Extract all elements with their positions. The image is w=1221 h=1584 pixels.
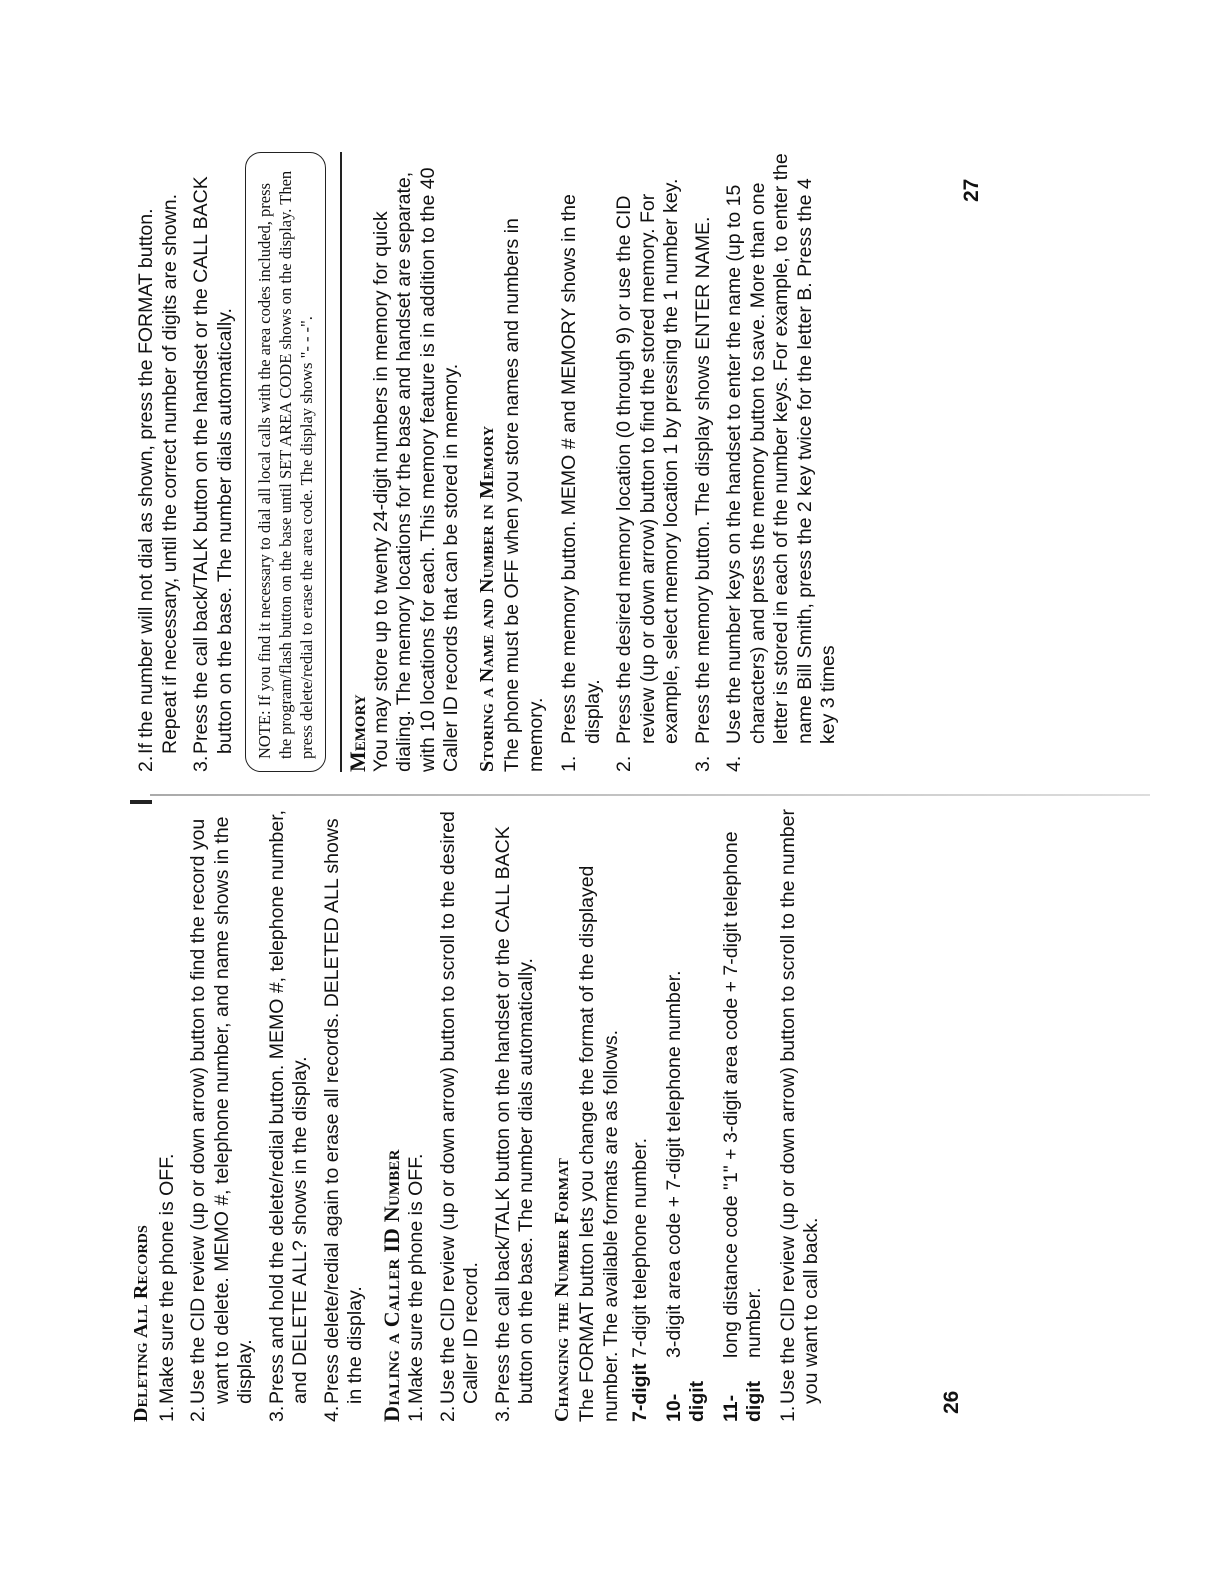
item-number: 2.: [436, 1405, 459, 1422]
gutter-mark: [130, 800, 152, 804]
format-text: 7-digit telephone number.: [629, 1137, 651, 1358]
item-text: Press and hold the delete/redial button. MEMO #, telephone number, and DELETE ALL? shows in the display.: [265, 809, 311, 1404]
item-text: Use the CID review (up or down arrow) button to find the record you want to delete. MEMO #, telephone number, and name shows in the display.: [187, 816, 256, 1404]
item-number: 3.: [691, 755, 714, 772]
list-item: [437, 802, 484, 1422]
memory-intro: You may store up to twenty 24-digit numbers in memory for quick dialing. The memory locations for the base and handset are separate, with 10 locations for each. This memory feature is in addition to the 40 Caller ID records that can be stored in memory.: [369, 167, 462, 772]
item-number: 4.: [320, 1405, 343, 1422]
item-text: Press delete/redial again to erase all records. DELETED ALL shows in the display.: [320, 818, 366, 1404]
item-text: Press the call back/TALK button on the handset or the CALL BACK button on the base. The number dials automatically.: [190, 176, 236, 754]
heading-changing-format: Changing the Number Format: [550, 1157, 573, 1422]
list-item: [613, 152, 684, 772]
page-fold: [150, 794, 1150, 796]
item-number: 3.: [190, 755, 212, 772]
format-label: 10-digit: [662, 1380, 708, 1422]
format-label: 11-digit: [719, 1380, 765, 1422]
list-item: [321, 802, 368, 1422]
item-text: Use the number keys on the handset to enter the name (up to 15 characters) and press the memory button to save. More than one letter is stored in each of the number keys. For example, to enter the name Bill Smith, press the 2 key twice for the letter B. Press the 4 key 3 times: [723, 153, 839, 744]
format-label: 7-digit: [629, 1363, 651, 1422]
heading-deleting-all-records: Deleting All Records: [130, 1224, 152, 1422]
item-number: 1.: [558, 755, 580, 772]
item-text: Make sure the phone is OFF.: [155, 1153, 178, 1404]
item-text: Press the desired memory location (0 through 9) or use the CID review (up or down arrow) button to find the stored memory. For example, select memory location 1 by pressing the 1 number key.: [613, 178, 682, 744]
note-box: NOTE: If you find it necessary to dial all local calls with the area codes included, press the program/flash button on the base until SET AREA CODE shows on the display. Then press delete/redial to erase the area code. The display shows "- - -".: [245, 152, 326, 772]
item-number: 3.: [265, 1405, 288, 1422]
item-text: Use the CID review (up or down arrow) button to scroll to the number you want to call back.: [776, 808, 822, 1404]
page-number-left: 26: [940, 1390, 963, 1414]
item-text: Press the memory button. MEMO # and MEMORY shows in the display.: [558, 194, 604, 744]
list-dialing: [405, 802, 539, 1422]
heading-storing: Storing a Name and Number in Memory: [475, 425, 498, 772]
list-item: [492, 802, 539, 1422]
item-text: Press the memory button. The display shows ENTER NAME.: [691, 216, 714, 744]
format-row: [663, 802, 710, 1422]
item-number: 2.: [187, 1405, 209, 1422]
list-item: [723, 152, 841, 772]
list-deleting: [156, 802, 368, 1422]
item-text: Press the call back/TALK button on the handset or the CALL BACK button on the base. The number dials automatically.: [491, 826, 537, 1404]
format-row: [720, 802, 767, 1422]
list-item: [777, 802, 824, 1422]
format-text: long distance code "1" + 3-digit area code + 7-digit telephone number.: [719, 831, 765, 1358]
list-item: [135, 152, 182, 772]
heading-memory: Memory: [340, 152, 370, 772]
list-item: [190, 152, 237, 772]
list-item: [187, 802, 258, 1422]
item-number: 3.: [491, 1405, 514, 1422]
list-item: [558, 152, 605, 772]
heading-dialing-caller-id: Dialing a Caller ID Number: [378, 1149, 404, 1422]
item-number: 2.: [613, 755, 635, 772]
item-text: Make sure the phone is OFF.: [405, 1153, 427, 1404]
item-number: 1.: [405, 1405, 427, 1422]
left-page: [0, 784, 1221, 1584]
left-column: [118, 802, 832, 1422]
item-number: 4.: [723, 755, 745, 772]
right-column: [135, 152, 849, 772]
item-number: 2.: [135, 755, 157, 772]
storing-intro: The phone must be OFF when you store names and numbers in memory.: [501, 218, 547, 772]
page-number-right: 27: [960, 178, 983, 202]
list-item: [156, 802, 180, 1422]
list-item: [266, 802, 313, 1422]
format-row: [629, 802, 653, 1422]
item-text: If the number will not dial as shown, press the FORMAT button. Repeat if necessary, until the correct number of digits are shown.: [135, 194, 181, 754]
format-intro: The FORMAT button lets you change the format of the displayed number. The available formats are as follows.: [576, 865, 622, 1422]
format-text: 3-digit area code + 7-digit telephone number.: [662, 970, 685, 1358]
item-number: 1.: [155, 1405, 178, 1422]
list-item: [692, 152, 716, 772]
item-text: Use the CID review (up or down arrow) button to scroll to the desired Caller ID record.: [436, 811, 482, 1404]
item-number: 1.: [776, 1405, 799, 1422]
list-item: [405, 802, 429, 1422]
